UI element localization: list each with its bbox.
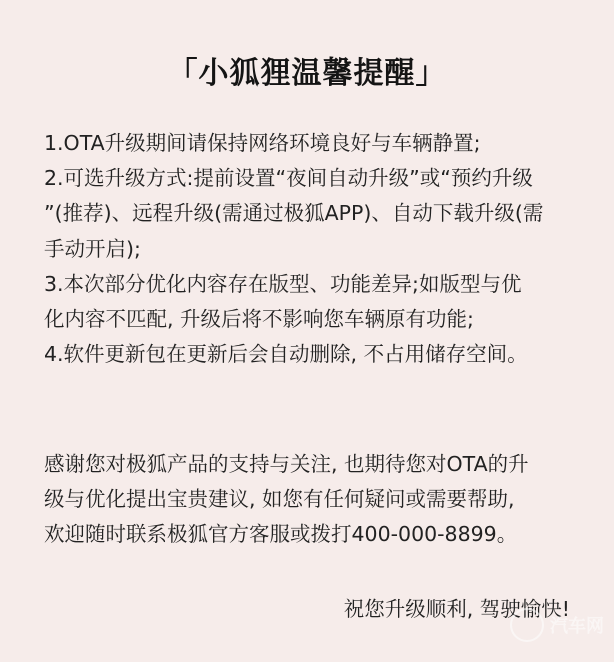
watermark-text: 汽车网 bbox=[550, 616, 604, 637]
notes-line: ”(推荐)、远程升级(需通过极狐APP)、自动下载升级(需 bbox=[44, 201, 544, 226]
thanks-paragraph bbox=[44, 447, 584, 553]
notes-list bbox=[44, 126, 584, 372]
notice-title: 「小狐狸温馨提醒」 bbox=[167, 56, 447, 91]
site-logo-icon bbox=[510, 608, 544, 642]
notes-line: 2.可选升级方式:提前设置“夜间自动升级”或“预约升级 bbox=[44, 166, 533, 191]
thanks-line: 感谢您对极狐产品的支持与关注, 也期待您对OTA的升 bbox=[44, 452, 529, 476]
notes-line: 3.本次部分优化内容存在版型、功能差异;如版型与优 bbox=[44, 271, 522, 296]
thanks-line: 欢迎随时联系极狐官方客服或拨打400-000-8899。 bbox=[44, 522, 518, 547]
thanks-line: 级与优化提出宝贵建议, 如您有任何疑问或需要帮助, bbox=[44, 487, 515, 512]
notes-line: 手动开启); bbox=[44, 236, 141, 261]
notes-line: 1.OTA升级期间请保持网络环境良好与车辆静置; bbox=[44, 131, 481, 155]
signoff-text: 祝您升级顺利, 驾驶愉快! bbox=[343, 597, 570, 621]
notes-line: 4.软件更新包在更新后会自动删除, 不占用储存空间。 bbox=[44, 342, 528, 367]
notes-line: 化内容不匹配, 升级后将不影响您车辆原有功能; bbox=[44, 307, 474, 332]
watermark bbox=[510, 608, 604, 642]
